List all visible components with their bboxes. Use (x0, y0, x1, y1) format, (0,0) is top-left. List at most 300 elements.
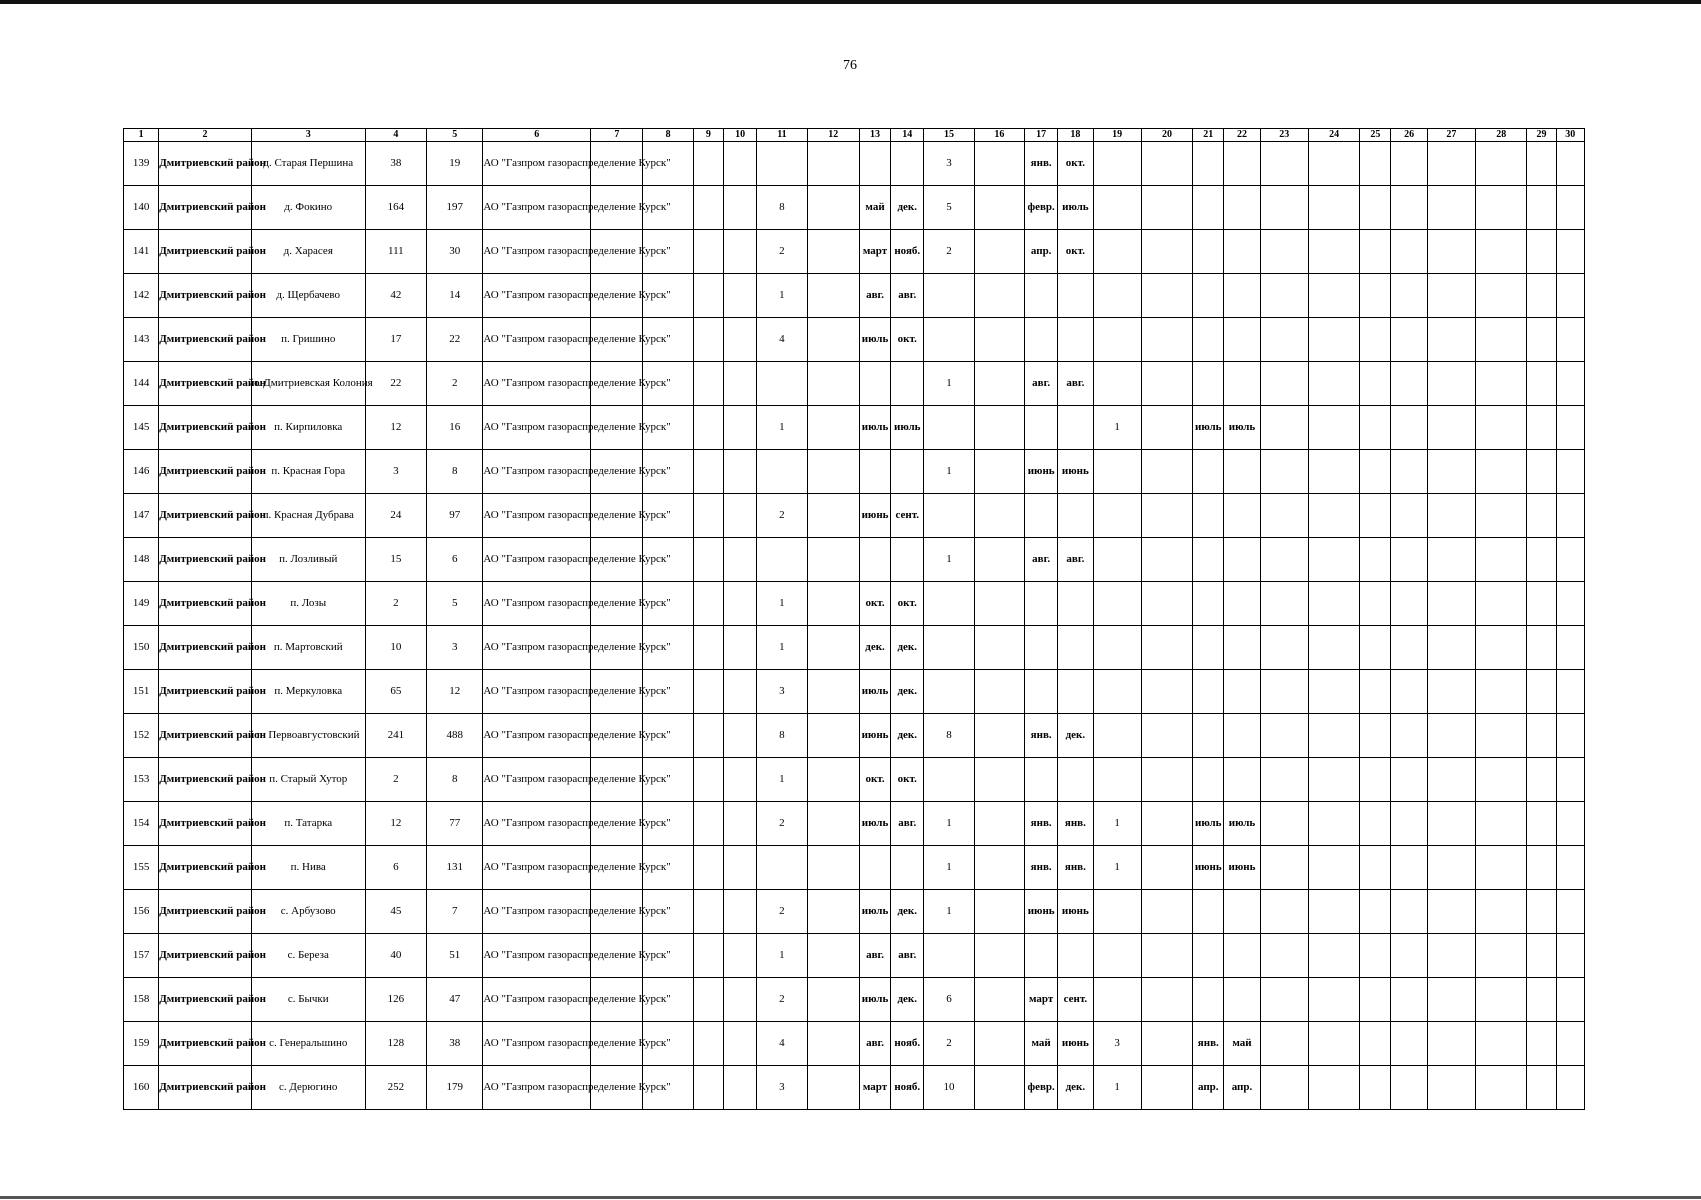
empty-cell (1556, 670, 1584, 714)
cell-col-1: 142 (124, 274, 159, 318)
cell-col-4: 2 (365, 582, 426, 626)
cell-col-3: п. Красная Дубрава (251, 494, 365, 538)
cell-col-15 (924, 670, 974, 714)
empty-cell (1391, 802, 1427, 846)
cell-col-4: 45 (365, 890, 426, 934)
empty-cell (693, 978, 723, 1022)
empty-cell (1141, 1022, 1192, 1066)
empty-cell (1556, 142, 1584, 186)
cell-col-18: июнь (1058, 890, 1093, 934)
cell-col-19: 1 (1093, 1066, 1141, 1110)
empty-cell (1141, 758, 1192, 802)
cell-col-13 (859, 538, 890, 582)
table-row (124, 626, 1585, 670)
cell-col-5: 8 (427, 758, 483, 802)
cell-col-2: Дмитриевский район (159, 450, 252, 494)
cell-col-4: 6 (365, 846, 426, 890)
column-header-25: 25 (1360, 129, 1391, 142)
cell-col-3: д. Щербачево (251, 274, 365, 318)
cell-col-19 (1093, 934, 1141, 978)
empty-cell (1260, 406, 1308, 450)
cell-col-17: июнь (1025, 450, 1058, 494)
cell-col-11: 4 (757, 1022, 807, 1066)
empty-cell (974, 758, 1024, 802)
column-header-27: 27 (1427, 129, 1475, 142)
cell-col-22: июнь (1224, 846, 1260, 890)
cell-col-5: 38 (427, 1022, 483, 1066)
column-header-7: 7 (591, 129, 643, 142)
cell-col-13: июль (859, 890, 890, 934)
empty-cell (1308, 758, 1359, 802)
cell-col-21 (1193, 890, 1224, 934)
empty-cell (1391, 670, 1427, 714)
cell-col-19 (1093, 186, 1141, 230)
cell-col-22: май (1224, 1022, 1260, 1066)
cell-col-14: дек. (891, 670, 924, 714)
cell-col-3: с. Бычки (251, 978, 365, 1022)
cell-col-5: 197 (427, 186, 483, 230)
cell-col-3: п. Лозы (251, 582, 365, 626)
empty-cell (1260, 142, 1308, 186)
cell-col-17: авг. (1025, 362, 1058, 406)
cell-col-2: Дмитриевский район (159, 890, 252, 934)
cell-col-6: АО "Газпром газораспределение Курск" (483, 934, 591, 978)
cell-col-18: дек. (1058, 1066, 1093, 1110)
cell-col-1: 145 (124, 406, 159, 450)
cell-col-15 (924, 318, 974, 362)
cell-col-6: АО "Газпром газораспределение Курск" (483, 1022, 591, 1066)
cell-col-3: д. Харасея (251, 230, 365, 274)
cell-col-18 (1058, 318, 1093, 362)
empty-cell (724, 450, 757, 494)
empty-cell (1141, 582, 1192, 626)
empty-cell (693, 362, 723, 406)
empty-cell (1360, 582, 1391, 626)
empty-cell (1556, 934, 1584, 978)
cell-col-21 (1193, 758, 1224, 802)
empty-cell (1308, 274, 1359, 318)
empty-cell (1527, 494, 1556, 538)
cell-col-18: окт. (1058, 230, 1093, 274)
cell-col-22 (1224, 758, 1260, 802)
cell-col-22 (1224, 978, 1260, 1022)
cell-col-15 (924, 494, 974, 538)
cell-col-11: 1 (757, 758, 807, 802)
cell-col-13: июль (859, 670, 890, 714)
empty-cell (1527, 274, 1556, 318)
cell-col-22 (1224, 538, 1260, 582)
empty-cell (724, 230, 757, 274)
empty-cell (1260, 362, 1308, 406)
cell-col-18 (1058, 494, 1093, 538)
empty-cell (1360, 934, 1391, 978)
cell-col-14: нояб. (891, 230, 924, 274)
empty-cell (1308, 186, 1359, 230)
empty-cell (1260, 670, 1308, 714)
empty-cell (1527, 582, 1556, 626)
cell-col-18 (1058, 582, 1093, 626)
cell-col-11 (757, 142, 807, 186)
cell-col-2: Дмитриевский район (159, 318, 252, 362)
empty-cell (1476, 934, 1527, 978)
cell-col-22 (1224, 494, 1260, 538)
empty-cell (1308, 450, 1359, 494)
empty-cell (693, 1066, 723, 1110)
cell-col-15: 2 (924, 230, 974, 274)
cell-col-11 (757, 362, 807, 406)
cell-col-11: 1 (757, 406, 807, 450)
empty-cell (1141, 230, 1192, 274)
empty-cell (1391, 362, 1427, 406)
table-row (124, 406, 1585, 450)
empty-cell (974, 406, 1024, 450)
empty-cell (1556, 846, 1584, 890)
empty-cell (1476, 494, 1527, 538)
column-header-12: 12 (807, 129, 859, 142)
empty-cell (974, 450, 1024, 494)
cell-col-5: 488 (427, 714, 483, 758)
cell-col-17 (1025, 626, 1058, 670)
empty-cell (693, 1022, 723, 1066)
empty-cell (1476, 362, 1527, 406)
cell-col-14 (891, 142, 924, 186)
cell-col-1: 152 (124, 714, 159, 758)
empty-cell (1360, 362, 1391, 406)
empty-cell (693, 450, 723, 494)
table-row (124, 362, 1585, 406)
bottom-rule (0, 1196, 1701, 1199)
empty-cell (1260, 538, 1308, 582)
empty-cell (724, 934, 757, 978)
cell-col-5: 51 (427, 934, 483, 978)
cell-col-5: 179 (427, 1066, 483, 1110)
cell-col-17 (1025, 934, 1058, 978)
empty-cell (1391, 846, 1427, 890)
empty-cell (1427, 538, 1475, 582)
empty-cell (1360, 978, 1391, 1022)
empty-cell (1427, 802, 1475, 846)
cell-col-21: янв. (1193, 1022, 1224, 1066)
cell-col-15: 5 (924, 186, 974, 230)
empty-cell (1527, 406, 1556, 450)
cell-col-21 (1193, 538, 1224, 582)
cell-col-1: 153 (124, 758, 159, 802)
column-header-24: 24 (1308, 129, 1359, 142)
empty-cell (1141, 406, 1192, 450)
empty-cell (724, 846, 757, 890)
empty-cell (1527, 538, 1556, 582)
cell-col-3: п. Старый Хутор (251, 758, 365, 802)
empty-cell (1360, 670, 1391, 714)
empty-cell (1260, 186, 1308, 230)
empty-cell (1556, 450, 1584, 494)
empty-cell (1360, 274, 1391, 318)
empty-cell (1360, 890, 1391, 934)
cell-col-4: 22 (365, 362, 426, 406)
cell-col-3: п. Татарка (251, 802, 365, 846)
empty-cell (1360, 1022, 1391, 1066)
empty-cell (1391, 538, 1427, 582)
cell-col-6: АО "Газпром газораспределение Курск" (483, 494, 591, 538)
cell-col-11: 8 (757, 186, 807, 230)
cell-col-2: Дмитриевский район (159, 1066, 252, 1110)
empty-cell (807, 890, 859, 934)
empty-cell (693, 758, 723, 802)
empty-cell (1391, 142, 1427, 186)
cell-col-15: 1 (924, 890, 974, 934)
empty-cell (1427, 450, 1475, 494)
cell-col-4: 128 (365, 1022, 426, 1066)
empty-cell (807, 1066, 859, 1110)
empty-cell (693, 626, 723, 670)
cell-col-2: Дмитриевский район (159, 362, 252, 406)
cell-col-5: 6 (427, 538, 483, 582)
empty-cell (1476, 538, 1527, 582)
cell-col-17: янв. (1025, 802, 1058, 846)
empty-cell (1391, 1066, 1427, 1110)
column-header-11: 11 (757, 129, 807, 142)
empty-cell (1360, 846, 1391, 890)
empty-cell (1141, 846, 1192, 890)
empty-cell (974, 1066, 1024, 1110)
empty-cell (1308, 1066, 1359, 1110)
cell-col-13: март (859, 230, 890, 274)
cell-col-1: 160 (124, 1066, 159, 1110)
cell-col-5: 3 (427, 626, 483, 670)
empty-cell (1391, 626, 1427, 670)
empty-cell (974, 846, 1024, 890)
cell-col-15: 1 (924, 538, 974, 582)
empty-cell (1360, 230, 1391, 274)
cell-col-22: июль (1224, 406, 1260, 450)
cell-col-11: 2 (757, 978, 807, 1022)
column-header-16: 16 (974, 129, 1024, 142)
cell-col-4: 2 (365, 758, 426, 802)
empty-cell (1308, 318, 1359, 362)
empty-cell (807, 494, 859, 538)
cell-col-6: АО "Газпром газораспределение Курск" (483, 978, 591, 1022)
empty-cell (1476, 142, 1527, 186)
column-header-18: 18 (1058, 129, 1093, 142)
cell-col-14: нояб. (891, 1022, 924, 1066)
empty-cell (807, 186, 859, 230)
empty-cell (974, 142, 1024, 186)
empty-cell (807, 714, 859, 758)
empty-cell (1476, 890, 1527, 934)
empty-cell (974, 582, 1024, 626)
table-row (124, 142, 1585, 186)
cell-col-14: окт. (891, 582, 924, 626)
empty-cell (724, 1066, 757, 1110)
cell-col-21 (1193, 142, 1224, 186)
cell-col-14 (891, 846, 924, 890)
cell-col-21 (1193, 626, 1224, 670)
cell-col-6: АО "Газпром газораспределение Курск" (483, 670, 591, 714)
empty-cell (1360, 626, 1391, 670)
empty-cell (1427, 846, 1475, 890)
empty-cell (1391, 1022, 1427, 1066)
cell-col-3: с. Арбузово (251, 890, 365, 934)
empty-cell (1556, 538, 1584, 582)
empty-cell (1476, 274, 1527, 318)
empty-cell (693, 274, 723, 318)
empty-cell (1141, 186, 1192, 230)
empty-cell (974, 626, 1024, 670)
cell-col-19 (1093, 362, 1141, 406)
empty-cell (974, 978, 1024, 1022)
empty-cell (1476, 670, 1527, 714)
empty-cell (1527, 230, 1556, 274)
table-row (124, 890, 1585, 934)
cell-col-13: авг. (859, 274, 890, 318)
cell-col-14: июль (891, 406, 924, 450)
empty-cell (974, 494, 1024, 538)
cell-col-2: Дмитриевский район (159, 582, 252, 626)
empty-cell (724, 274, 757, 318)
empty-cell (1141, 714, 1192, 758)
table-row (124, 802, 1585, 846)
empty-cell (1360, 714, 1391, 758)
cell-col-3: д. Старая Першина (251, 142, 365, 186)
empty-cell (1476, 714, 1527, 758)
empty-cell (974, 670, 1024, 714)
empty-cell (1360, 318, 1391, 362)
cell-col-1: 159 (124, 1022, 159, 1066)
cell-col-22 (1224, 934, 1260, 978)
empty-cell (974, 362, 1024, 406)
cell-col-18: сент. (1058, 978, 1093, 1022)
cell-col-5: 5 (427, 582, 483, 626)
empty-cell (1427, 978, 1475, 1022)
empty-cell (1308, 714, 1359, 758)
cell-col-1: 155 (124, 846, 159, 890)
cell-col-6: АО "Газпром газораспределение Курск" (483, 802, 591, 846)
cell-col-11 (757, 538, 807, 582)
cell-col-5: 97 (427, 494, 483, 538)
empty-cell (1391, 230, 1427, 274)
empty-cell (1427, 1022, 1475, 1066)
empty-cell (1260, 626, 1308, 670)
cell-col-3: с. Береза (251, 934, 365, 978)
empty-cell (1141, 450, 1192, 494)
empty-cell (974, 230, 1024, 274)
cell-col-11: 3 (757, 1066, 807, 1110)
empty-cell (724, 582, 757, 626)
cell-col-4: 24 (365, 494, 426, 538)
cell-col-11: 1 (757, 582, 807, 626)
empty-cell (1360, 450, 1391, 494)
cell-col-13: июль (859, 978, 890, 1022)
cell-col-14 (891, 362, 924, 406)
cell-col-22 (1224, 362, 1260, 406)
empty-cell (974, 538, 1024, 582)
cell-col-22 (1224, 450, 1260, 494)
empty-cell (1260, 802, 1308, 846)
cell-col-13: июнь (859, 494, 890, 538)
cell-col-15 (924, 274, 974, 318)
empty-cell (1556, 318, 1584, 362)
cell-col-1: 158 (124, 978, 159, 1022)
cell-col-14: авг. (891, 802, 924, 846)
empty-cell (1527, 978, 1556, 1022)
cell-col-11: 1 (757, 274, 807, 318)
empty-cell (807, 362, 859, 406)
empty-cell (1556, 494, 1584, 538)
table-row (124, 758, 1585, 802)
empty-cell (1260, 1022, 1308, 1066)
empty-cell (1476, 802, 1527, 846)
empty-cell (1141, 274, 1192, 318)
table-row (124, 230, 1585, 274)
cell-col-21 (1193, 934, 1224, 978)
cell-col-19 (1093, 538, 1141, 582)
column-header-23: 23 (1260, 129, 1308, 142)
cell-col-19 (1093, 318, 1141, 362)
empty-cell (1391, 934, 1427, 978)
empty-cell (693, 802, 723, 846)
cell-col-15 (924, 758, 974, 802)
cell-col-2: Дмитриевский район (159, 230, 252, 274)
data-table (123, 128, 1585, 1110)
empty-cell (807, 406, 859, 450)
column-header-3: 3 (251, 129, 365, 142)
empty-cell (1556, 1066, 1584, 1110)
cell-col-14 (891, 450, 924, 494)
empty-cell (974, 802, 1024, 846)
cell-col-2: Дмитриевский район (159, 186, 252, 230)
cell-col-18 (1058, 274, 1093, 318)
cell-col-11: 2 (757, 802, 807, 846)
empty-cell (1427, 318, 1475, 362)
cell-col-2: Дмитриевский район (159, 406, 252, 450)
cell-col-3: п. Мартовский (251, 626, 365, 670)
cell-col-13: дек. (859, 626, 890, 670)
column-header-9: 9 (693, 129, 723, 142)
empty-cell (1308, 406, 1359, 450)
empty-cell (1527, 890, 1556, 934)
cell-col-4: 65 (365, 670, 426, 714)
table-row (124, 186, 1585, 230)
empty-cell (1141, 890, 1192, 934)
empty-cell (1360, 142, 1391, 186)
top-rule (0, 0, 1701, 4)
cell-col-5: 8 (427, 450, 483, 494)
empty-cell (693, 934, 723, 978)
empty-cell (1427, 274, 1475, 318)
cell-col-6: АО "Газпром газораспределение Курск" (483, 186, 591, 230)
cell-col-19 (1093, 626, 1141, 670)
column-header-14: 14 (891, 129, 924, 142)
empty-cell (1527, 318, 1556, 362)
empty-cell (807, 450, 859, 494)
cell-col-3: п. Кирпиловка (251, 406, 365, 450)
cell-col-1: 157 (124, 934, 159, 978)
cell-col-17: апр. (1025, 230, 1058, 274)
empty-cell (1141, 802, 1192, 846)
cell-col-22 (1224, 582, 1260, 626)
cell-col-6: АО "Газпром газораспределение Курск" (483, 582, 591, 626)
cell-col-15 (924, 934, 974, 978)
empty-cell (693, 582, 723, 626)
cell-col-15: 1 (924, 362, 974, 406)
empty-cell (693, 186, 723, 230)
cell-col-5: 47 (427, 978, 483, 1022)
empty-cell (807, 802, 859, 846)
empty-cell (1527, 934, 1556, 978)
empty-cell (724, 406, 757, 450)
cell-col-5: 131 (427, 846, 483, 890)
empty-cell (1476, 978, 1527, 1022)
